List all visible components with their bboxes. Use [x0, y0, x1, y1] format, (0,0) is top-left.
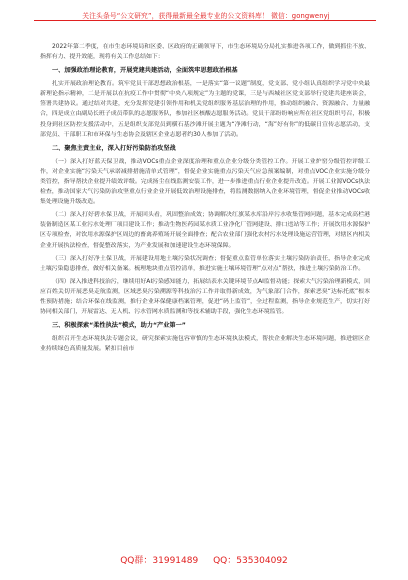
- section-paragraph: （一）深入打好蓝天保卫战，推动VOCs重点企业深度治理和重点企业分级分类管控工作。开展工业炉窑分级管控评级工作，对企业实施“污染天气承诺减排措施清单式管理”，督促企业实施重点污染天气应急预案编制，对重点VOC企业实施分级分类管控，指导帮扶企业提升绩效评级。完成扬尘在线监测安装工作，进一步推进重点行业企业提升改造。开展工业源VOCs执法检查，推动国家大气污染防治攻坚重点行业企业开展低效治理设施排查，将监测数据纳入企业环境管理，督促企业推动VOCs收集处理设施升级改造。: [40, 158, 370, 206]
- section-paragraph: 扎实开展政治理论教育。筑牢党员干部思想政治根基，一是落实“第一议题”制度，党支部、党小组认真组织学习党中央最新理论指示精神，二是开展以在抗疫工作中贯彻“中央八项规定”为主题的党课，三是与西城社区党支部举行党建共建座谈会，签署共建协议。通过结对共建，充分发挥党建引领作用和机关党组织服务基层治理的作用，推动组织融合、资源融合、力量融合，四是成立由副局长班子成员带队的志愿服务队，参加社区核酸志愿服务活动。党员干部纷纷响应所在社区党组织号召，积极投身到社区防控支援活动中，五是组织支部党员到横石基沙滩开展主题为“净滩行动，“海”好有你”的低碳日宣传志愿活动，支部党员、干部职工和市环保与生态协会及辖区企业志愿者约30人参加了活动。: [40, 81, 370, 138]
- section-2: [40, 143, 370, 317]
- section-heading: 二、聚焦主责主业，深入打好污染防治攻坚战: [52, 144, 176, 152]
- section-paragraph: （三）深入打好净土保卫战，开展建设用地土壤污染状况调查；督促重点监管单位落实土壤污染防治责任，指导企业完成土壤污染隐患排查，做好相关备案。梳理地块重点管控清单，推进实施土壤环境管理“点对点”帮扶，推进土壤污染防治工作。: [40, 255, 370, 272]
- document-body: [40, 42, 370, 357]
- section-paragraph: （四）深入推进科技治污，继续用好AI污染感知能力，拓展结表水关键环境节点AI监督功能；探索大气污染治理新模式，回应百姓关切开展恶臭走航监测，区域恶臭污染溯源等科技治污工作并取得新成效，为气象部门合作，探索恶臭“达标托底”根本性预防措施；结合环保在线监测，推行企业环保健康档案管理，促进“码上监管”，全过程监测，指导企业规范生产，切实打好协同相关部门，开展雷达、无人机、污水管网水质监测和等技术辅助手段，强化生态环境监管。: [40, 278, 370, 316]
- section-heading: 一、加强政治理论教育，开展党建共建活动，全面筑牢思想政治根基: [52, 67, 238, 75]
- section-paragraph: 组织召开生态环境执法专题会议，研究探索实施包容审慎的生态环境执法模式，帮扶企业解决生态环境问题，推进辖区企业持续绿色高质量发展。紧扣目前市: [40, 336, 370, 353]
- contact-footer: [0, 553, 408, 567]
- promo-divider: [34, 20, 376, 21]
- qq-contact-text: QQ：535304092: [213, 556, 288, 566]
- promo-banner: [0, 0, 408, 26]
- section-heading: 三、积极探索“柔性执法”模式，助力“产业第一”: [52, 322, 186, 330]
- qq-group-text: QQ群：31991489: [120, 556, 199, 566]
- section-1: [40, 65, 370, 140]
- section-3: [40, 320, 370, 354]
- intro-paragraph: 2022年第二季度，在市生态环境局和区委、区政府的正确领导下，市生态环境局分局扎实推进各项工作，做到抓住不放、指挥有力、提升效能，现将有关工作总结如下：: [40, 44, 370, 61]
- section-paragraph: （二）深入打好碧水保卫战，开展回头看，巩固整治成效；协调解决红旗某水库沿岸污水收集管网问题，基本完成高栏港装备制造区某工业污水处理厂项目建设工作；推动生物医药园某水质工业净化厂管网建设、排口违站等工作；开展饮用水源保护区专项检查，对饮用水源保护区周边的畜禽养殖场开展全面排查；配合农业部门强化农村污水处理设施运营管理，对辖区内相关企业开展执法检查，督促整改落实，为产业发展和加速建设生态环境保障。: [40, 212, 370, 249]
- promo-text: 关注头条号“公文研究”，获得最新最全最专业的公文资料库！ 微信：gongwenyj: [82, 12, 330, 20]
